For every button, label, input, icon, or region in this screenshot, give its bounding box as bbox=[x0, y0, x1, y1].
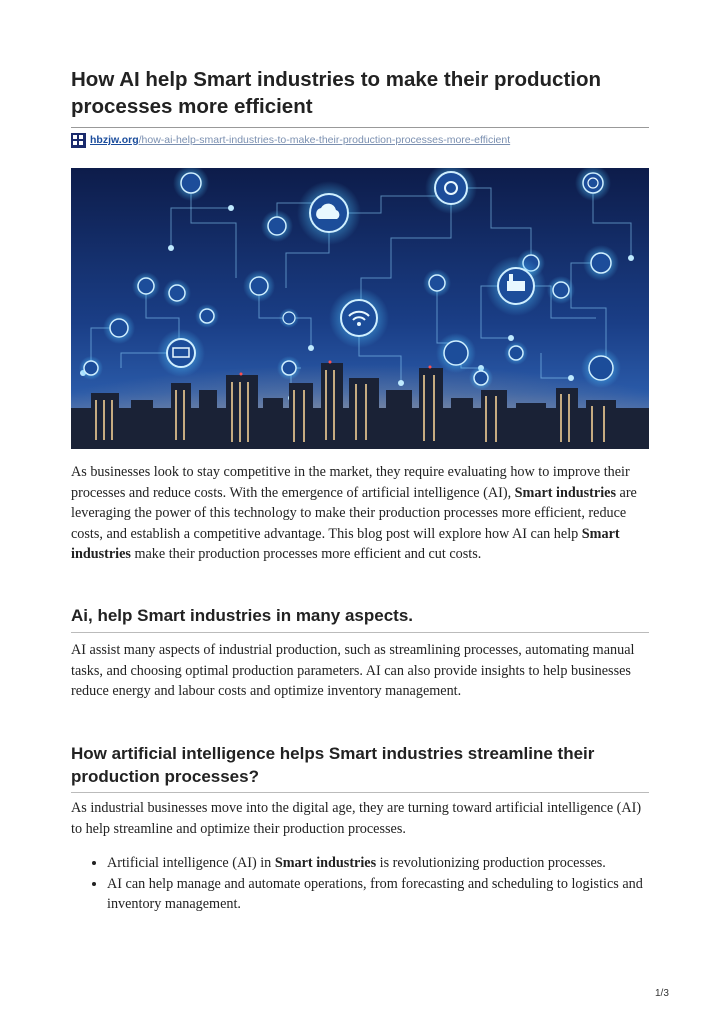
intro-paragraph: As businesses look to stay competitive in the market, they require evaluating how to improve their processes and reduce costs. With the emergence of artificial intelligence (AI), Smart industries are leveraging the power of this technology to make their production processes more efficient, reduce costs, and establish a competitive advantage. This blog post will explore how AI can help Smart industries make their production processes more efficient and cut costs. bbox=[71, 464, 637, 562]
intro-keyword-1: Smart industries bbox=[514, 484, 616, 501]
list-item: • Artificial intelligence (AI) in Smart industries is revolutionizing production processes. bbox=[107, 853, 649, 874]
source-host[interactable]: hbzjw.org bbox=[90, 134, 139, 146]
section-heading-streamline: How artificial intelligence helps Smart industries streamline their production processes? bbox=[71, 744, 595, 786]
page-title: How AI help Smart industries to make their production processes more efficient bbox=[71, 68, 602, 118]
bullet-list bbox=[71, 853, 649, 915]
section-divider bbox=[71, 792, 649, 793]
source-link[interactable] bbox=[71, 132, 510, 148]
section-paragraph-streamline: As industrial businesses move into the digital age, they are turning toward artificial intelligence (AI) to help streamline and optimize their production processes. bbox=[71, 800, 642, 837]
section-heading-aspects: Ai, help Smart industries in many aspects. bbox=[71, 606, 413, 625]
list-item: • AI can help manage and automate operations, from forecasting and scheduling to logistics and inventory management. bbox=[107, 874, 649, 915]
section-paragraph-aspects: AI assist many aspects of industrial production, such as streamlining processes, automating manual tasks, and choosing optimal production parameters. AI can also provide insights to help businesses reduce energy and labour costs and optimize inventory management. bbox=[71, 642, 635, 699]
site-logo-icon bbox=[71, 133, 86, 148]
section-divider bbox=[71, 632, 649, 633]
title-divider bbox=[71, 127, 649, 128]
source-path[interactable]: /how-ai-help-smart-industries-to-make-their-production-processes-more-efficient bbox=[138, 134, 511, 146]
page-number: 1/3 bbox=[655, 988, 669, 999]
intro-keyword-2: Smart industries bbox=[71, 525, 620, 562]
hero-image bbox=[71, 168, 649, 449]
